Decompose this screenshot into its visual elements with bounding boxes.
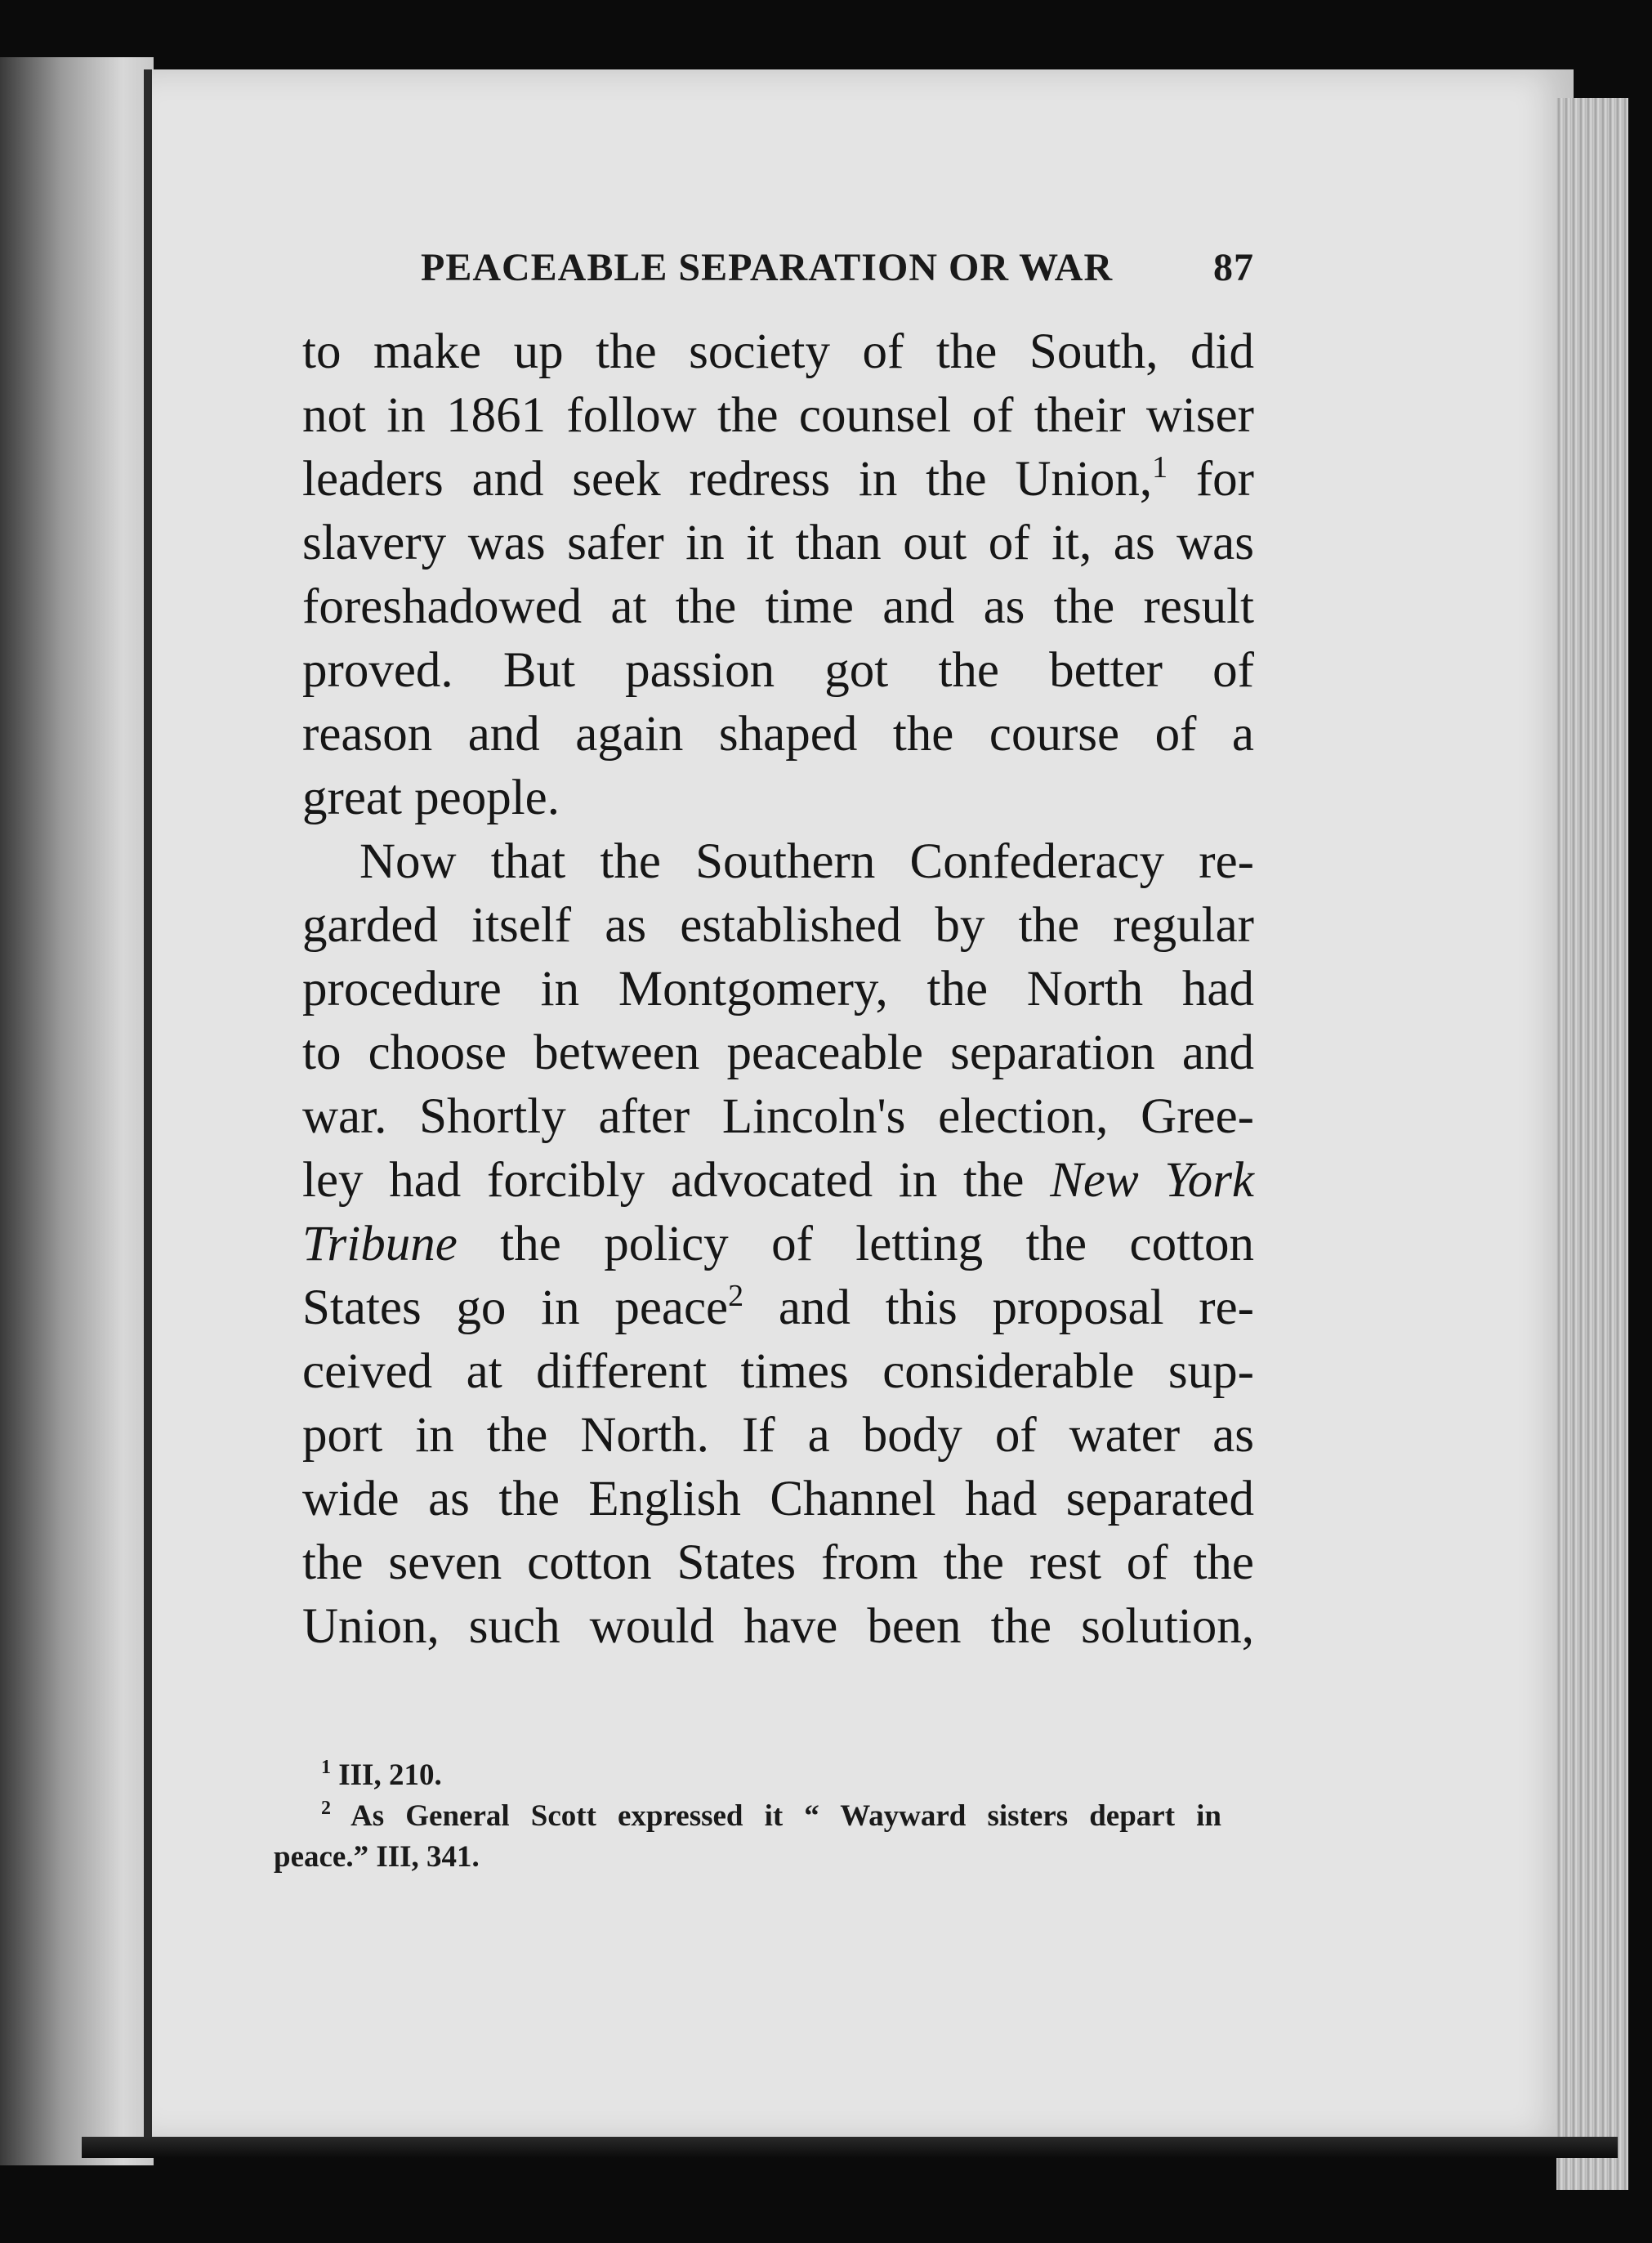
- italic-title: New York: [1050, 1153, 1255, 1208]
- footnote-ref: 1: [1152, 450, 1168, 485]
- text-line: [302, 448, 1254, 512]
- text-line: great people.: [302, 771, 560, 825]
- running-head: [421, 245, 1254, 290]
- text-line: Now that the Southern Confederacy re-: [359, 834, 1254, 889]
- text-line: to choose between peaceable separation and: [302, 1025, 1254, 1080]
- text-line: to make up the society of the South, did: [302, 324, 1254, 379]
- footnote-1: [274, 1755, 1221, 1796]
- footnote-marker: 1: [321, 1757, 331, 1778]
- bottom-page-edge: [82, 2137, 1618, 2158]
- text-line: foreshadowed at the time and as the result: [302, 579, 1254, 634]
- left-page-edge: [0, 57, 154, 2165]
- text-line: the seven cotton States from the rest of the: [302, 1535, 1254, 1590]
- text-line: port in the North. If a body of water as: [302, 1408, 1254, 1463]
- text-line: [302, 1213, 1254, 1276]
- text-line-part: for: [1195, 452, 1254, 507]
- text-line-part: States go in peace: [302, 1280, 729, 1335]
- text-line: not in 1861 follow the counsel of their wiser: [302, 388, 1254, 443]
- text-line-part: and this proposal re-: [778, 1280, 1254, 1335]
- page-number: 87: [1213, 246, 1254, 289]
- text-line: proved. But passion got the better of: [302, 643, 1254, 698]
- text-line: garded itself as established by the regular: [302, 898, 1254, 953]
- footnote-2-continued: peace.” III, 341.: [274, 1840, 480, 1874]
- text-line: ceived at different times considerable sup-: [302, 1344, 1254, 1399]
- body-text: [302, 320, 1254, 1659]
- text-line: wide as the English Channel had separated: [302, 1472, 1254, 1526]
- text-line: Union, such would have been the solution,: [302, 1599, 1254, 1654]
- text-line: procedure in Montgomery, the North had: [302, 962, 1254, 1016]
- footnote-ref: 2: [728, 1279, 744, 1313]
- footnotes: [274, 1755, 1221, 1878]
- running-head-title: PEACEABLE SEPARATION OR WAR: [421, 246, 1114, 289]
- text-line: [302, 1149, 1254, 1213]
- text-line-part: ley had forcibly advocated in the: [302, 1153, 1025, 1208]
- footnote-text: III, 210.: [338, 1758, 442, 1792]
- text-line: slavery was safer in it than out of it, as was: [302, 516, 1254, 570]
- footnote-2: [274, 1796, 1221, 1837]
- footnote-text: As General Scott expressed it “ Wayward sisters depart in: [350, 1799, 1221, 1833]
- footnote-marker: 2: [321, 1798, 331, 1819]
- text-line: war. Shortly after Lincoln's election, Gree-: [302, 1089, 1254, 1144]
- text-line-part: leaders and seek redress in the Union,: [302, 452, 1153, 507]
- text-line: [302, 1276, 1254, 1340]
- italic-title: Tribune: [302, 1217, 458, 1271]
- right-page-edge: [1556, 98, 1628, 2190]
- text-line-part: the policy of letting the cotton: [500, 1217, 1254, 1271]
- text-line: reason and again shaped the course of a: [302, 707, 1254, 762]
